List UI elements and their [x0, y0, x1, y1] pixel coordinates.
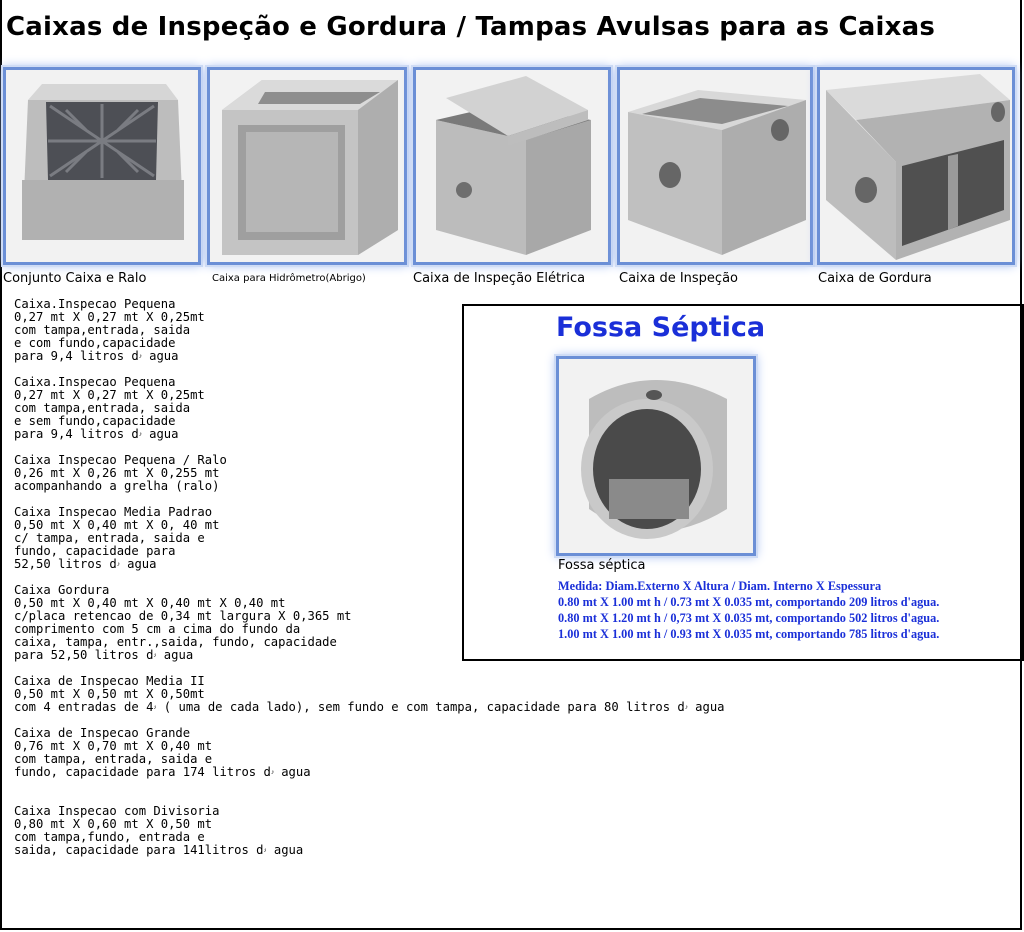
- fossa-caption: Fossa séptica: [558, 558, 646, 573]
- fossa-spec-row: 0.80 mt X 1.00 mt h / 0.73 mt X 0.035 mt, comportando 209 litros d'agua.: [558, 595, 940, 609]
- inspection-box-image[interactable]: [617, 67, 813, 265]
- product-caption: Caixa de Gordura: [818, 271, 932, 286]
- grease-box-image[interactable]: [817, 67, 1015, 265]
- concrete-box-with-grate-image[interactable]: [3, 67, 201, 265]
- fossa-title: Fossa Séptica: [556, 312, 766, 343]
- fossa-spec-header: Medida: Diam.Externo X Altura / Diam. Interno X Espessura: [558, 579, 882, 593]
- description-block: Caixa Inspecao Media Padrao 0,50 mt X 0,40 mt X 0, 40 mt c/ tampa, entrada, saida e fundo, capacidade para 52,50 litros dۥ agua: [14, 505, 220, 571]
- product-caption: Caixa de Inspeção: [619, 271, 738, 286]
- fossa-spec-row: 0.80 mt X 1.20 mt h / 0,73 mt X 0.035 mt, comportando 502 litros d'agua.: [558, 611, 940, 625]
- septic-tank-ring-image[interactable]: [556, 356, 756, 556]
- description-block: Caixa de Inspecao Media II 0,50 mt X 0,50 mt X 0,50mt com 4 entradas de 4ۥ ( uma de cada lado), sem fundo e com tampa, capacidade para 80 litros dۥ agua: [14, 674, 725, 714]
- description-block: Caixa Inspecao com Divisoria 0,80 mt X 0,60 mt X 0,50 mt com tampa,fundo, entrada e saida, capacidade para 141litros dۥ agua: [14, 804, 304, 857]
- product-caption: Caixa de Inspeção Elétrica: [413, 271, 586, 286]
- electrical-inspection-box-image[interactable]: [413, 67, 611, 265]
- description-block: Caixa de Inspecao Grande 0,76 mt X 0,70 mt X 0,40 mt com tampa, entrada, saida e fundo, capacidade para 174 litros dۥ agua: [14, 726, 311, 779]
- description-block: Caixa.Inspecao Pequena 0,27 mt X 0,27 mt X 0,25mt com tampa,entrada, saida e sem fundo,capacidade para 9,4 litros dۥ agua: [14, 375, 205, 441]
- description-block: Caixa.Inspecao Pequena 0,27 mt X 0,27 mt X 0,25mt com tampa,entrada, saida e com fundo,capacidade para 9,4 litros dۥ agua: [14, 297, 205, 363]
- water-meter-box-image[interactable]: [207, 67, 407, 265]
- description-block: Caixa Gordura 0,50 mt X 0,40 mt X 0,40 mt X 0,40 mt c/placa retencao de 0,34 mt largura X 0,365 mt comprimento com 5 cm a cima do fundo da caixa, tampa, entr.,saida, fundo, capacidade para 52,50 litros dۥ agua: [14, 583, 352, 662]
- page-title: Caixas de Inspeção e Gordura / Tampas Avulsas para as Caixas: [6, 12, 936, 42]
- product-caption: Caixa para Hidrômetro(Abrigo): [212, 273, 366, 284]
- fossa-spec-row: 1.00 mt X 1.00 mt h / 0.93 mt X 0.035 mt, comportando 785 litros d'agua.: [558, 627, 940, 641]
- product-caption: Conjunto Caixa e Ralo: [3, 271, 147, 286]
- description-block: Caixa Inspecao Pequena / Ralo 0,26 mt X 0,26 mt X 0,255 mt acompanhando a grelha (ralo): [14, 453, 227, 493]
